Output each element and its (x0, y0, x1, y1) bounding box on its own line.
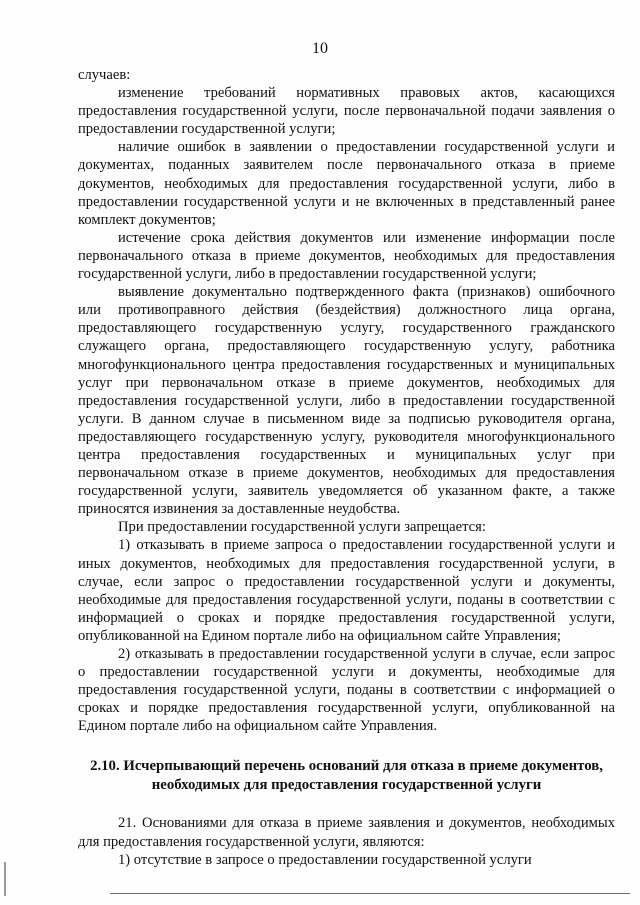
paragraph: При предоставлении государственной услуги запрещается: (118, 519, 486, 536)
paragraph: случаев: (78, 67, 131, 83)
paragraph: 2) отказывать в предоставлении государственной услуги в случае, если запрос о предоставлении государственной услуги и документы, необходимые для предоставления государственной услуги, поданы в соответствии с информацией о сроках и порядке предоставления государственной услуги, опубликованной на Едином портале либо на официальном сайте Управления. (78, 646, 615, 735)
page-number: 10 (312, 40, 328, 57)
paragraph: выявление документально подтвержденного факта (признаков) ошибочного или противоправного действия (бездействия) должностного лица органа, предоставляющего государственную услугу, государственного гражданского служащего органа, предоставляющего государственную услугу, работника многофункционального центра предоставления государственных и муниципальных услуг при первоначальном отказе в приеме документов, необходимых для предоставления государственной услуги, либо в предоставлении государственной услуги. В данном случае в письменном виде за подписью руководителя органа, предоставляющего государственную услугу, руководителя многофункционального центра предоставления государственных и муниципальных услуг при первоначальном отказе в приеме документов, необходимых для предоставления государственной услуги, заявитель уведомляется об указанном факте, а также приносятся извинения за доставленные неудобства. (78, 284, 615, 518)
paragraph: 21. Основаниями для отказа в приеме заявления и документов, необходимых для предоставления государственной услуги, являются: (78, 815, 615, 850)
document-body (78, 66, 615, 869)
paragraph: изменение требований нормативных правовых актов, касающихся предоставления государственной услуги, после первоначальной подачи заявления о предоставлении государственной услуги; (78, 85, 615, 138)
paragraph: истечение срока действия документов или изменение информации после первоначального отказа в приеме документов, необходимых для предоставления государственной услуги, либо в предоставлении государственной услуги; (78, 229, 615, 283)
paragraph: наличие ошибок в заявлении о предоставлении государственной услуги и документах, поданных заявителем после первоначального отказа в приеме документов, необходимых для предоставления государственной услуги, либо в предоставлении государственной услуги и не включенных в представленный ранее комплект документов; (78, 139, 615, 228)
scan-edge-mark (4, 862, 6, 896)
paragraph: 1) отказывать в приеме запроса о предоставлении государственной услуги и иных документов, необходимых для предоставления государственной услуги, в случае, если запрос о предоставлении государственной услуги и документы, необходимые для предоставления государственной услуги, поданы в соответствии с информацией о сроках и порядке предоставления государственной услуги, опубликованной на Едином портале либо на официальном сайте Управления; (78, 537, 615, 644)
paragraph: 1) отсутствие в запросе о предоставлении государственной услуги (118, 851, 532, 868)
bottom-rule (110, 893, 630, 894)
section-heading: 2.10. Исчерпывающий перечень оснований для отказа в приеме документов, необходимых для предоставления государственной услуги (90, 758, 603, 793)
